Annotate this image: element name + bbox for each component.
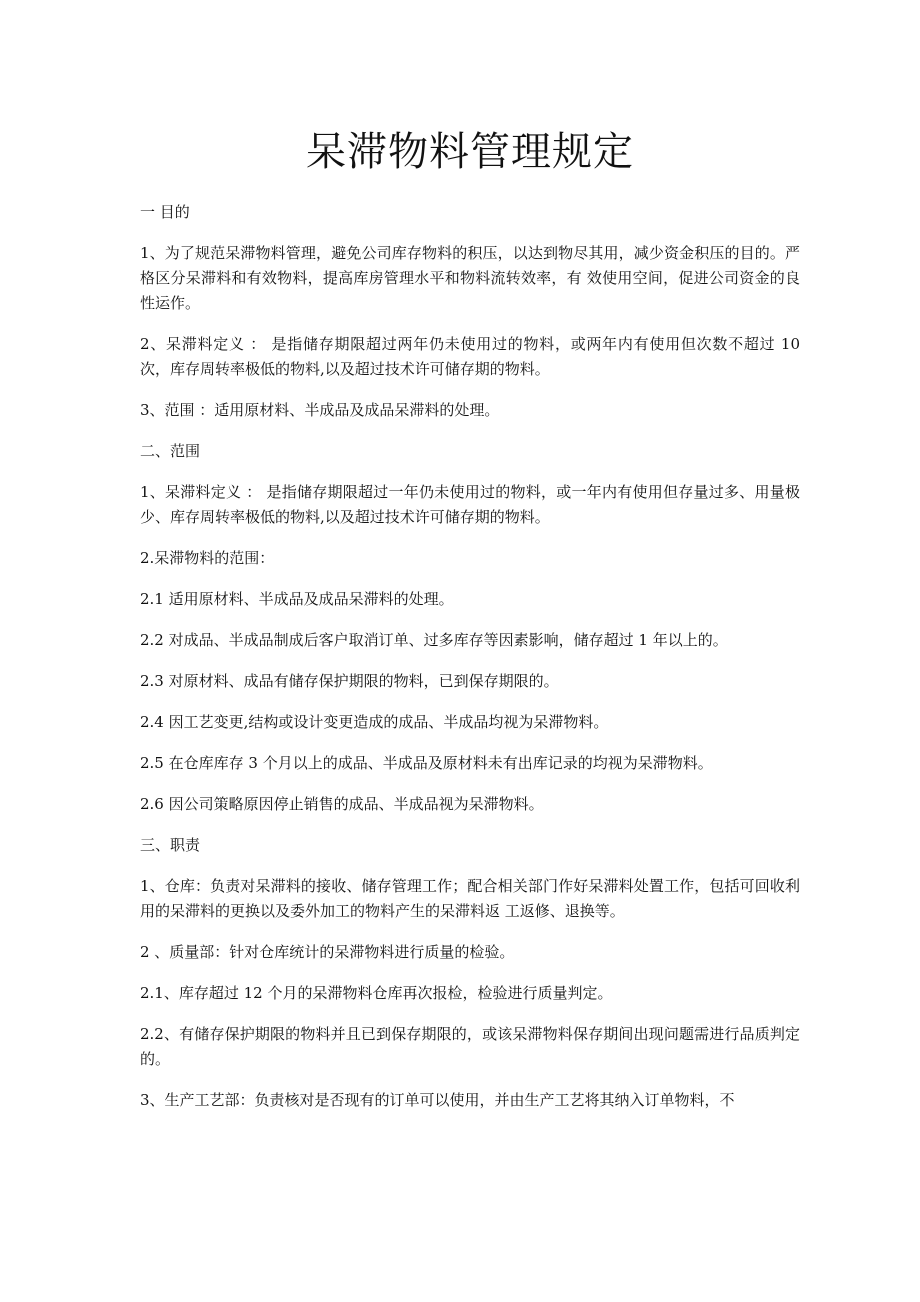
section-heading-scope: 二、范围	[140, 442, 201, 460]
paragraph-duties-2-1: 2.1、库存超过 12 个月的呆滞物料仓库再次报检，检验进行质量判定。	[140, 984, 613, 1002]
paragraph-duties-2-2: 2.2、有储存保护期限的物料并且已到保存期限的，或该呆滞物料保存期间出现问题需进行品质判定的。	[140, 1025, 800, 1068]
paragraph-scope-2-4: 2.4 因工艺变更,结构或设计变更造成的成品、半成品均视为呆滞物料。	[140, 713, 609, 731]
document-body	[140, 200, 800, 1113]
paragraph-purpose-2: 2、呆滞料定义 ： 是指储存期限超过两年仍未使用过的物料，或两年内有使用但次数不超过 10 次，库存周转率极低的物料,以及超过技术许可储存期的物料。	[140, 335, 800, 378]
section-heading-purpose: 一 目的	[140, 203, 190, 221]
paragraph-scope-2-5: 2.5 在仓库库存 3 个月以上的成品、半成品及原材料未有出库记录的均视为呆滞物料。	[140, 754, 713, 772]
paragraph-scope-2: 2.呆滞物料的范围：	[140, 549, 275, 567]
paragraph-scope-2-6: 2.6 因公司策略原因停止销售的成品、半成品视为呆滞物料。	[140, 795, 544, 813]
paragraph-duties-2: 2 、质量部：针对仓库统计的呆滞物料进行质量的检验。	[140, 943, 515, 961]
section-heading-duties: 三、职责	[140, 836, 201, 854]
paragraph-purpose-3: 3、范围 ：适用原材料、半成品及成品呆滞料的处理。	[140, 401, 500, 419]
document-title: 呆滞物料管理规定	[306, 129, 634, 175]
paragraph-duties-1: 1、仓库：负责对呆滞料的接收、储存管理工作；配合相关部门作好呆滞料处置工作，包括可回收利用的呆滞料的更换以及委外加工的物料产生的呆滞料返 工返修、退换等。	[140, 877, 800, 920]
paragraph-purpose-1: 1、为了规范呆滞物料管理，避免公司库存物料的积压，以达到物尽其用，减少资金积压的目的。严格区分呆滞料和有效物料，提高库房管理水平和物料流转效率，有 效使用空间，促进公司资金的良性运作。	[140, 244, 800, 312]
paragraph-duties-3: 3、生产工艺部：负责核对是否现有的订单可以使用，并由生产工艺将其纳入订单物料，不	[140, 1091, 735, 1109]
paragraph-scope-1: 1、呆滞料定义 ： 是指储存期限超过一年仍未使用过的物料，或一年内有使用但存量过多、用量极少、库存周转率极低的物料,以及超过技术许可储存期的物料。	[140, 483, 800, 526]
paragraph-scope-2-3: 2.3 对原材料、成品有储存保护期限的物料，已到保存期限的。	[140, 672, 559, 690]
paragraph-scope-2-1: 2.1 适用原材料、半成品及成品呆滞料的处理。	[140, 590, 454, 608]
paragraph-scope-2-2: 2.2 对成品、半成品制成后客户取消订单、过多库存等因素影响，储存超过 1 年以上的。	[140, 631, 728, 649]
